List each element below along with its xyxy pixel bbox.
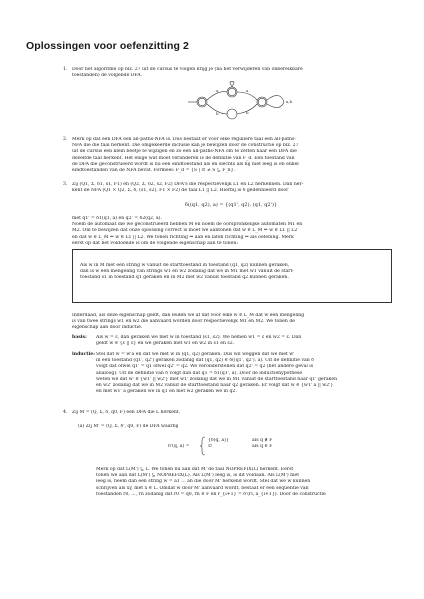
state-circle: [227, 109, 237, 119]
paragraph-line: toestanden r0, ..., rn zodanig dat r0 = q0, rn ∈ F en r_{i+1} = δ'(ri, a_{i+1}). Door de constructie: [96, 491, 326, 497]
paragraph-line: en w2' zodanig dat we in M2 vanuit de starttoestand naar q2 geraken. Er volgt dat w ∈ {w1' a || w2'}: [96, 383, 334, 389]
edge-label: b: [246, 110, 249, 115]
inductie-text: [96, 352, 390, 395]
paragraph-line: de DFA die geconstrueerd wordt is nu een eindtoestand als en slechts als hij niet leeg is en enkel: [72, 161, 299, 167]
edge-label: a: [216, 88, 219, 93]
property-text: [80, 263, 380, 282]
paragraph-line: toestanden) de volgende DFA.: [72, 73, 143, 79]
case-condition: als q ∈ F: [252, 444, 273, 450]
paragraph-line: Stel dat w = w'a en dat we met w in (q1, q2) geraken. Dus wil weggen dat we met w': [96, 352, 295, 357]
formula-delta: δ((q1, q2), a) = {(q1', q2), (q1, q2')}: [184, 202, 278, 208]
item-2-text: [72, 137, 390, 174]
paragraph-line: is van twee strings w1 en w2 die aanvaard worden door respectievelijk M1 en M2. We tonen de: [72, 319, 295, 325]
paragraph-line: Zij M = (Q, Σ, δ, q0, F) een DFA die L herkent.: [72, 410, 181, 415]
item-4a-proof: [96, 467, 390, 498]
paragraph-line: tonen we aan dat L(M') ⊆ NOPREFIX(L). Als L(M') leeg is, is dit voldaan. Als L(M') niet: [96, 473, 300, 479]
case-value: ∅: [208, 444, 213, 450]
basis-text: [96, 335, 390, 347]
item-3-text-2: [72, 216, 390, 247]
paragraph-line: Inderdaad, als deze eigenschap geldt, dan leiden we af dat voor elke w ∈ L_M dat w een mengeling: [72, 313, 305, 318]
paragraph-line: in een toestand (q1', q2') geraken zodanig dat (q1, q2) ∈ δ((q1', q2'), a). Uit de definitie van δ: [96, 358, 314, 364]
case-value: {δ(q, a)}: [208, 438, 229, 443]
case-lhs-text: δ'(q, a) =: [168, 444, 190, 449]
item-1-text: [72, 67, 390, 79]
paragraph-line: dan is w een mengeling van strings w1 en w2 zodanig dat we in M1 met w1 vanuit de start-: [80, 269, 294, 275]
inductie-label: inductie:: [72, 352, 95, 357]
paragraph-line: weten we dat w' ∈ {w1' || w2'} met w1' zodanig dat we in M1 vanuit de starttoestand naar q1' geraken: [96, 376, 338, 382]
edge-label: a,b: [286, 99, 293, 104]
paragraph-line: Zij (Q1, Σ, δ1, s1, F1) en (Q2, Σ, δ2, s2, F2) DFA's die respectievelijk L1 en L2 herkennen. Dan her-: [72, 182, 304, 187]
brace-icon: [199, 436, 207, 456]
item-number: 2.: [63, 137, 68, 142]
paragraph-line: NFA die die taal herkent. Die omgekeerde inclusie kan je bewijzen door de constructie op blz. 27: [72, 143, 299, 149]
paragraph-line: schrijven als xy, met x ∈ L. Omdat w door M' aanvaard wordt, bestaat er een sequentie van: [96, 485, 309, 491]
paragraph-line: kent de NFA (Q1 × Q2, Σ, δ, (s1, s2), F1 × F2) de taal L1 || L2. Hierbij is δ gedefinieerd door: [72, 188, 289, 194]
item-3-text: [72, 182, 390, 194]
item-number: 4.: [63, 410, 68, 415]
paragraph-line: Noem de automaat die we geconstrueerd hebben M en noem de oorspronkelijke automaten M1 en: [72, 222, 303, 228]
paragraph-line: (a) Zij M' = (Q, Σ, δ', q0, F) de DFA waarbij: [78, 424, 179, 429]
dfa-diagram: [188, 80, 298, 126]
paragraph-line: eerst op dat het voldoende is om de volgende eigenschap aan te tonen:: [72, 240, 238, 246]
case-conditions: [252, 438, 312, 450]
paragraph-line: eigenschap aan door inductie.: [72, 325, 143, 331]
edge-label: b: [216, 111, 219, 116]
paragraph-line: dezelfde taal herkent. Het enige wat moet veranderen is de definitie van F_d. Een toestand van: [72, 155, 295, 161]
paragraph-line: toestand s1 in toestand q1 geraken en in M2 met w2 vanuit toestand q2 kunnen geraken.: [80, 275, 289, 281]
paragraph-line: leeg is, neem dan een string w = a1 ... an die door M' herkend wordt. Stel dat we w kunnen: [96, 479, 311, 485]
case-condition: als q ∉ F: [252, 438, 273, 443]
paragraph-line: M2. Om te bewijzen dat onze oplossing correct is moet we aantonen dat w ∈ L_M ⇔ w ∈ L1 || L2: [72, 228, 298, 234]
paragraph-line: volgt dat ofwel q1' = q1 ofwel q2' = q2. We veronderstellen dat q2' = q2 (het andere geval is: [96, 364, 314, 370]
paragraph-line: en met w1' a geraken we in q1 en met w2 geraken we in q2.: [96, 389, 237, 395]
page-title: Oplossingen voor oefenzitting 2: [26, 40, 189, 52]
paragraph-line: met q1' = δ1(q1, a) en q2' = δ2(q2, a).: [72, 216, 162, 221]
paragraph-line: Als w = ε, dan geraken we met w in toestand (s1, s2). We nemen w1 = ε en w2 = ε. Dan: [96, 335, 302, 340]
item-3-text-3: [72, 313, 390, 332]
item-4-text: [72, 410, 390, 416]
paragraph-line: eindtoestanden van de NFA bevat. Formeel: F_d = {S | ∅ ≠ S ⊆ F_n}.: [72, 168, 236, 174]
paragraph-line: geldt w ∈ {ε || ε} en we geraken met w1 en w2 in s1 en s2.: [96, 341, 235, 347]
paragraph-line: en dat w ∈ L_M ⇐ w ∈ L1 || L2. We tonen richting ⇒ aan en laten richting ⇐ als oefening. Merk: [72, 234, 294, 240]
edge-label: a: [246, 88, 249, 93]
item-number: 1.: [63, 67, 68, 72]
item-number: 3.: [63, 182, 68, 187]
paragraph-line: Merk op dat L(M') ⊆ L. We tonen nu aan dat M' de taal NOPREFIX(L) herkent. Eerst: [96, 467, 294, 472]
paragraph-line: Door het algoritme op blz. 27 uit de cursus te volgen krijg je (na het verwijderen van onbereikbare: [72, 67, 303, 72]
item-4a-text: [78, 424, 388, 430]
paragraph-line: uit de cursus een klein beetje te wijzigen en zo een all-paths-NFA om te zetten naar een DFA die: [72, 149, 297, 155]
paragraph-line: analoog). Uit de definitie van δ volgt dan dat q1 = δ1(q1', a). Door de inductiehypothese: [96, 370, 303, 376]
basis-label: basis:: [72, 335, 87, 340]
paragraph-line: Merk op dat een DFA een all-paths-NFA is. Dus bestaat er voor elke reguliere taal een all-paths-: [72, 137, 296, 142]
paragraph-line: Als w in M met een string w vanuit de starttoestand in toestand (q1, q2) kunnen geraken,: [80, 263, 290, 268]
